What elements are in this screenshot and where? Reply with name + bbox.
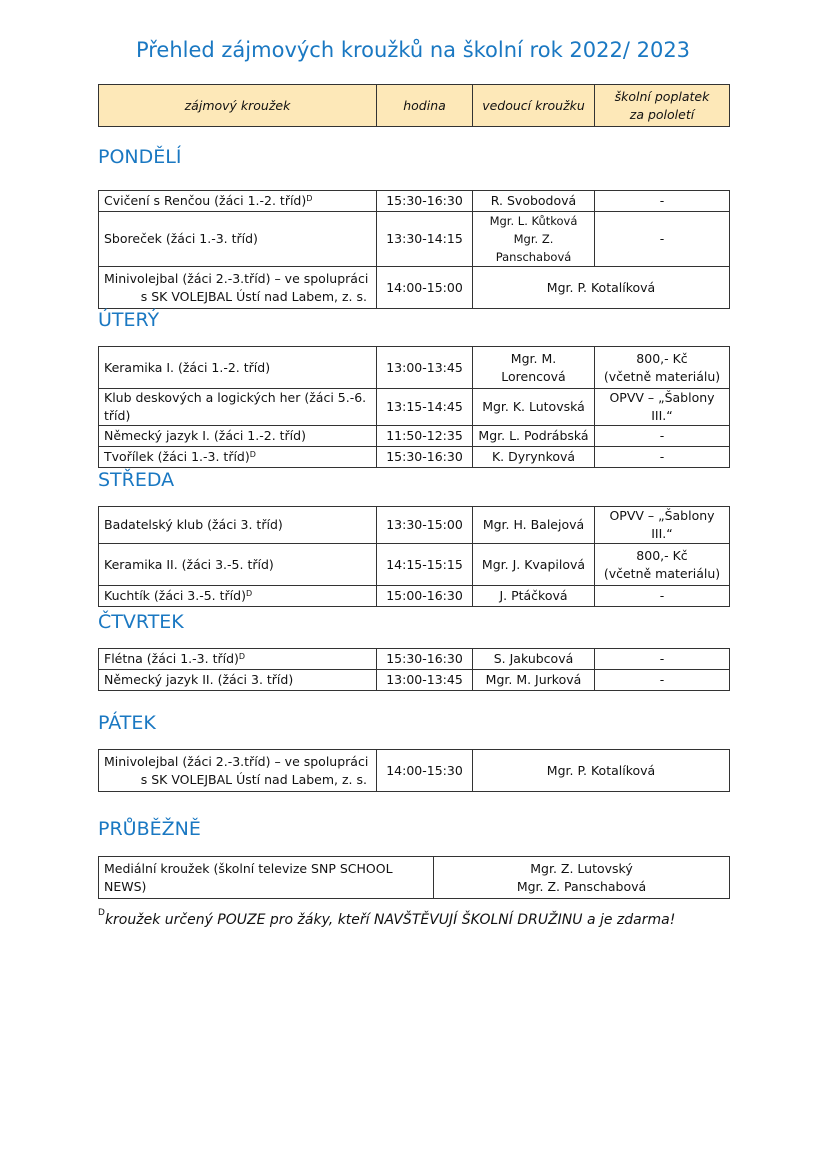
club-leader: Mgr. L. Podrábská (473, 426, 595, 447)
club-time: 15:30-16:30 (377, 447, 473, 468)
table-row (99, 507, 730, 544)
club-fee: 800,- Kč (včetně materiálu) (595, 347, 730, 389)
club-leader: Mgr. P. Kotalíková (473, 267, 730, 309)
club-time: 13:00-13:45 (377, 670, 473, 691)
footnote-mark: D (98, 908, 105, 918)
day-heading-thursday: ČTVRTEK (98, 611, 184, 633)
club-fee: - (595, 649, 730, 670)
club-fee: - (595, 586, 730, 607)
club-name: Německý jazyk I. (žáci 1.-2. tříd) (99, 426, 377, 447)
club-time: 13:15-14:45 (377, 389, 473, 426)
club-fee: - (595, 670, 730, 691)
club-time: 14:15-15:15 (377, 544, 473, 586)
club-time: 13:30-15:00 (377, 507, 473, 544)
header-club: zájmový kroužek (99, 85, 377, 127)
club-leader: Mgr. Z. Lutovský Mgr. Z. Panschabová (434, 857, 730, 899)
club-name: Badatelský klub (žáci 3. tříd) (99, 507, 377, 544)
club-time: 15:30-16:30 (377, 649, 473, 670)
club-fee: - (595, 191, 730, 212)
footnote (98, 908, 676, 928)
wednesday-table (98, 506, 730, 607)
club-leader: Mgr. H. Balejová (473, 507, 595, 544)
table-row (99, 750, 730, 792)
club-name: Sboreček (žáci 1.-3. tříd) (99, 212, 377, 267)
club-leader: Mgr. J. Kvapilová (473, 544, 595, 586)
table-row (99, 649, 730, 670)
club-name: Minivolejbal (žáci 2.-3.tříd) – ve spolupráci s SK VOLEJBAL Ústí nad Labem, z. s. (99, 750, 377, 792)
club-name: Minivolejbal (žáci 2.-3.tříd) – ve spolupráci s SK VOLEJBAL Ústí nad Labem, z. s. (99, 267, 377, 309)
club-name: Klub deskových a logických her (žáci 5.-6. tříd) (99, 389, 377, 426)
table-row (99, 447, 730, 468)
table-row (99, 191, 730, 212)
table-row (99, 267, 730, 309)
club-fee: - (595, 212, 730, 267)
ongoing-table (98, 856, 730, 899)
header-table (98, 84, 730, 127)
table-row (99, 857, 730, 899)
header-fee: školní poplatek za pololetí (595, 85, 730, 127)
club-leader: Mgr. L. Kůtková Mgr. Z. Panschabová (473, 212, 595, 267)
table-row (99, 544, 730, 586)
club-name: Keramika I. (žáci 1.-2. tříd) (99, 347, 377, 389)
club-fee: - (595, 426, 730, 447)
club-time: 14:00-15:00 (377, 267, 473, 309)
club-time: 13:00-13:45 (377, 347, 473, 389)
club-time: 15:30-16:30 (377, 191, 473, 212)
page-title: Přehled zájmových kroužků na školní rok 2022/ 2023 (135, 38, 691, 62)
club-time: 11:50-12:35 (377, 426, 473, 447)
club-name: Kuchtík (žáci 3.-5. tříd)$^D$ (99, 586, 377, 607)
header-time: hodina (377, 85, 473, 127)
club-fee: OPVV – „Šablony III.“ (595, 389, 730, 426)
club-leader: K. Dyrynková (473, 447, 595, 468)
club-leader: Mgr. P. Kotalíková (473, 750, 730, 792)
thursday-table (98, 648, 730, 691)
club-fee: 800,- Kč (včetně materiálu) (595, 544, 730, 586)
footnote-text: kroužek určený POUZE pro žáky, kteří NAVŠTĚVUJÍ ŠKOLNÍ DRUŽINU a je zdarma! (104, 912, 676, 928)
club-name: Tvořílek (žáci 1.-3. tříd)$^D$ (99, 447, 377, 468)
table-row (99, 212, 730, 267)
day-heading-ongoing: PRŮBĚŽNĚ (98, 818, 201, 840)
table-row (99, 586, 730, 607)
club-fee: - (595, 447, 730, 468)
club-name: Německý jazyk II. (žáci 3. tříd) (99, 670, 377, 691)
club-name: Keramika II. (žáci 3.-5. tříd) (99, 544, 377, 586)
club-leader: J. Ptáčková (473, 586, 595, 607)
club-leader: Mgr. M. Lorencová (473, 347, 595, 389)
club-name: Flétna (žáci 1.-3. tříd)$^D$ (99, 649, 377, 670)
club-time: 14:00-15:30 (377, 750, 473, 792)
table-row (99, 426, 730, 447)
day-heading-wednesday: STŘEDA (98, 469, 175, 491)
day-heading-friday: PÁTEK (98, 712, 156, 734)
club-fee: OPVV – „Šablony III.“ (595, 507, 730, 544)
header-leader: vedoucí kroužku (473, 85, 595, 127)
table-row (99, 670, 730, 691)
club-time: 15:00-16:30 (377, 586, 473, 607)
club-name: Cvičení s Renčou (žáci 1.-2. tříd)$^D$ (99, 191, 377, 212)
friday-table (98, 749, 730, 792)
table-row (99, 347, 730, 389)
tuesday-table (98, 346, 730, 468)
monday-table (98, 190, 730, 309)
club-leader: Mgr. M. Jurková (473, 670, 595, 691)
day-heading-tuesday: ÚTERÝ (98, 309, 160, 331)
table-row (99, 389, 730, 426)
club-time: 13:30-14:15 (377, 212, 473, 267)
club-leader: R. Svobodová (473, 191, 595, 212)
club-leader: S. Jakubcová (473, 649, 595, 670)
club-name: Mediální kroužek (školní televize SNP SCHOOL NEWS) (99, 857, 434, 899)
club-leader: Mgr. K. Lutovská (473, 389, 595, 426)
day-heading-monday: PONDĚLÍ (98, 146, 182, 168)
